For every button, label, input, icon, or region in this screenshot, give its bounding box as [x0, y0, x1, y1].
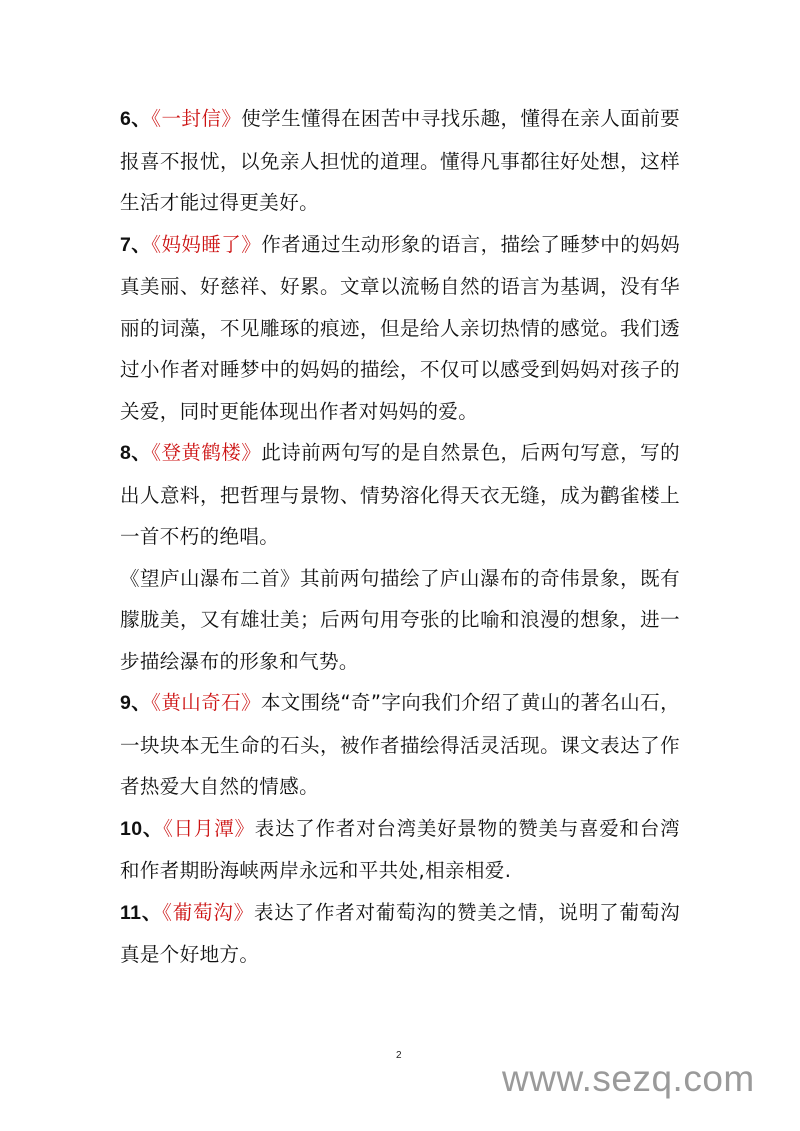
item-number: 8、 — [120, 442, 152, 464]
item-number: 9、 — [120, 692, 152, 714]
paragraph-text: 使学生懂得在困苦中寻找乐趣，懂得在亲人面前要报喜不报忧，以免亲人担忧的道理。懂得凡事都往好处想，这样生活才能过得更美好。 — [120, 107, 680, 214]
paragraph-text: 此诗前两句写的是自然景色，后两句写意，写的出人意料，把哲理与景物、情势溶化得天衣无缝，成为鹳雀楼上一首不朽的绝唱。 — [120, 441, 681, 548]
paragraph-text: 作者通过生动形象的语言，描绘了睡梦中的妈妈真美丽、好慈祥、好累。文章以流畅自然的语言为基调，没有华丽的词藻，不见雕琢的痕迹，但是给人亲切热情的感觉。我们透过小作者对睡梦中的妈妈的描绘，不仅可以感受到妈妈对孩子的关爱，同时更能体现出作者对妈妈的爱。 — [120, 232, 681, 423]
lesson-title: 《一封信》 — [151, 107, 242, 130]
paragraph-text: 《望庐山瀑布二首》其前两句描绘了庐山瀑布的奇伟景象，既有朦胧美，又有雄壮美；后两句用夸张的比喻和浪漫的想象，进一步描绘瀑布的形象和气势。 — [120, 566, 680, 673]
document-body — [120, 98, 680, 976]
item-number: 6、 — [120, 108, 152, 130]
paragraph-item-10 — [120, 808, 680, 892]
lesson-title: 《日月潭》 — [163, 816, 255, 840]
lesson-title: 《登黄鹤楼》 — [151, 441, 262, 464]
lesson-title: 《黄山奇石》 — [151, 691, 261, 714]
paragraph-item-8 — [120, 432, 680, 558]
paragraph-text: 本文围绕“奇”字向我们介绍了黄山的著名山石，一块块本无生命的石头，被作者描绘得活灵活现。课文表达了作者热爱大自然的情感。 — [120, 691, 680, 798]
item-number: 10、 — [120, 817, 164, 840]
watermark: www.sezq.com — [502, 1058, 755, 1099]
paragraph-item-11 — [120, 892, 680, 976]
item-number: 11、 — [120, 901, 163, 924]
lesson-title: 《妈妈睡了》 — [151, 232, 262, 256]
paragraph-item-8-sub — [120, 558, 680, 683]
paragraph-item-6 — [120, 98, 680, 224]
paragraph-item-7 — [120, 224, 680, 433]
paragraph-text: 表达了作者对葡萄沟的赞美之情，说明了葡萄沟真是个好地方。 — [120, 900, 680, 966]
lesson-title: 《葡萄沟》 — [162, 900, 254, 924]
item-number: 7、 — [120, 233, 152, 256]
page-number: 2 — [396, 1050, 402, 1061]
paragraph-text: 表达了作者对台湾美好景物的赞美与喜爱和台湾和作者期盼海峡两岸永远和平共处,相亲相爱. — [120, 816, 680, 882]
paragraph-item-9 — [120, 682, 680, 808]
